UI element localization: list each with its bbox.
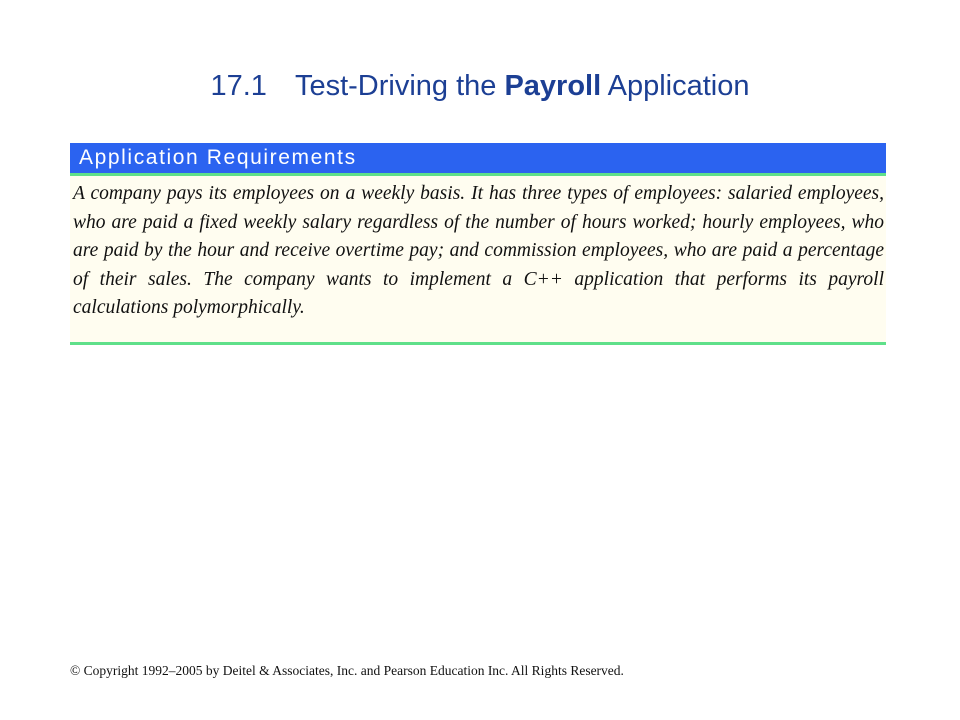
requirements-heading: Application Requirements (70, 143, 886, 173)
section-number: 17.1 (210, 70, 267, 102)
requirements-box (70, 143, 886, 345)
copyright-footer: © Copyright 1992–2005 by Deitel & Associates, Inc. and Pearson Education Inc. All Rights Reserved. (70, 663, 624, 678)
title-suffix: Application (601, 70, 750, 102)
requirements-text: A company pays its employees on a weekly basis. It has three types of employees: salaried employees, who are paid a fixed weekly salary regardless of the number of hours worked; hourly employees, who are paid by the hour and receive overtime pay; and commission employees, who are paid a percentage of their sales. The company wants to implement a C++ application that performs its payroll calculations polymorphically. (70, 176, 886, 342)
bottom-rule (70, 342, 886, 345)
slide-title (0, 70, 960, 103)
title-prefix: Test-Driving the (294, 70, 505, 102)
title-app-name: Payroll (504, 70, 602, 102)
